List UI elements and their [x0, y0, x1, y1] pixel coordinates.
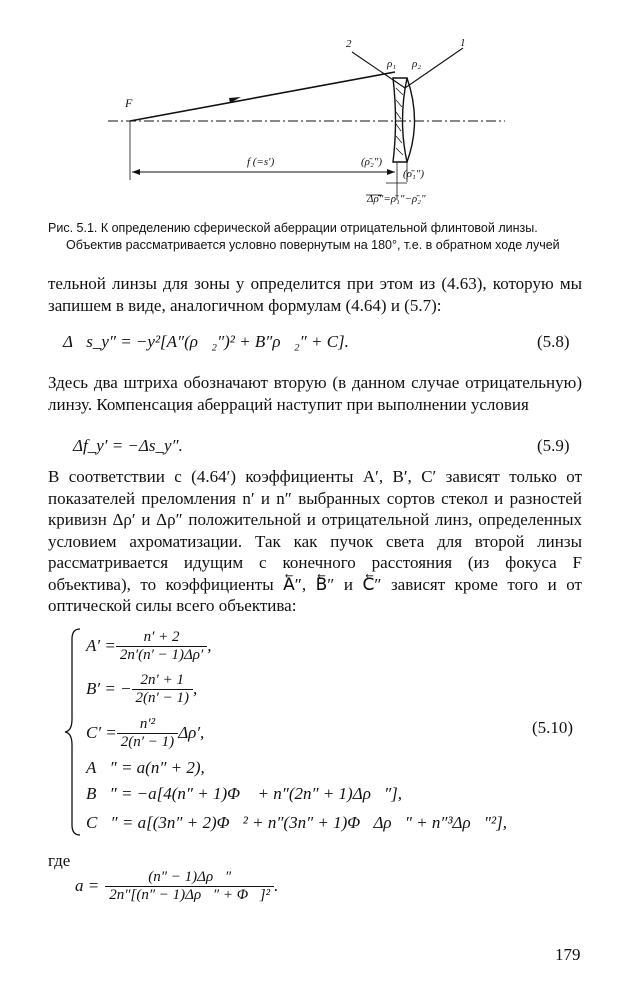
label-rho1-bar: (ρ̄₁″) — [403, 168, 425, 180]
label-F: F — [125, 96, 133, 110]
equation-5-8-number: (5.8) — [537, 332, 570, 351]
paragraph-3: В соответствии с (4.64′) коэффициенты A′, B′, C′ зависят только от показателей преломления n′ и n″ выбранных сортов стекол и разностей кривизн Δρ′ и Δρ″ положительной и отрицательной линз, определенных условием ахроматизации. Так как пучок света для второй линзы рассматривается идущим с конечного расстояния (из фокуса F объектива), то коэффициенты A⃖″, B⃖″ и C⃖″ зависят кроме того и от оптической силы всего объектива: — [48, 467, 582, 615]
label-ray-1: 1 — [460, 37, 466, 49]
equation-5-8-lhs: Δ⃖s_y″ = — [63, 332, 136, 351]
page-number: 179 — [555, 945, 581, 964]
incident-ray — [130, 72, 395, 121]
equation-C-prime: C′ = $\frac{\text{n′²}}{2(n' - 1)}$ Δρ′, — [86, 715, 205, 750]
label-focal-length: f (=s′) — [247, 156, 275, 168]
label-rho2: ρ₂ — [412, 58, 422, 70]
system-brace — [62, 627, 84, 837]
paragraph-1: тельной линзы для зоны y определится при этом из (4.63), которую мы запишем в виде, аналогичном формулам (4.64) и (5.7): — [48, 274, 582, 315]
lens-diagram — [0, 0, 623, 215]
equation-A-double-prime: A⃖″ = a(n″ + 2), — [86, 758, 205, 777]
equation-5-10-number: (5.10) — [532, 718, 574, 737]
label-rho1: ρ₁ — [387, 58, 397, 70]
equation-5-8 — [63, 332, 349, 352]
paragraph-2: Здесь два штриха обозначают вторую (в данном случае отрицательную) линзу. Компенсация аберраций наступит при выполнении условия — [48, 373, 582, 414]
equation-5-8-rhs: −y²[A″(ρ⃖₂″)² + B″ρ⃖₂″ + C]. — [135, 332, 349, 351]
equation-A-prime: A′ = $\frac{n' + 2}{2n'(n' - 1)\Delta\rho'}$ , — [86, 628, 212, 663]
figure-caption-line1: Рис. 5.1. К определению сферической аберрации отрицательной флинтовой линзы. — [48, 221, 538, 235]
label-delta-rho: Δρ̄″=ρ̄₁″−ρ̄₂″ — [367, 193, 426, 205]
equation-B-prime: B′ = − $\frac{2n' + 1}{2(n' - 1)}$ , — [86, 671, 198, 706]
equation-5-9: Δf_y′ = −Δs_y″. — [73, 436, 183, 455]
positive-lens — [407, 78, 415, 162]
equation-5-9-number: (5.9) — [537, 436, 570, 455]
negative-lens — [393, 78, 407, 162]
label-ray-2: 2 — [346, 38, 352, 50]
equation-C-double-prime: C⃖″ = a[(3n″ + 2)Φ⃖² + n″(3n″ + 1)Φ⃖Δρ⃖″ + n″³Δρ⃖″²], — [86, 813, 507, 832]
equation-B-double-prime: B⃖″ = −a[4(n″ + 1)Φ⃖ + n″(2n″ + 1)Δρ⃖″], — [86, 784, 403, 803]
paragraph-4: где — [48, 851, 71, 870]
equation-a: a = $\frac{(n'' - 1)\Delta\rho⃖''}{\text{2n″[(n″ − 1)Δρ⃖″ + Φ⃖]²}}$ . — [75, 868, 279, 903]
label-rho2-bar: (ρ̄₂″) — [361, 156, 383, 168]
ray-2 — [352, 52, 405, 88]
figure-caption-line2: Объектив рассматривается условно повернутым на 180°, т.е. в обратном ходе лучей — [66, 238, 560, 252]
